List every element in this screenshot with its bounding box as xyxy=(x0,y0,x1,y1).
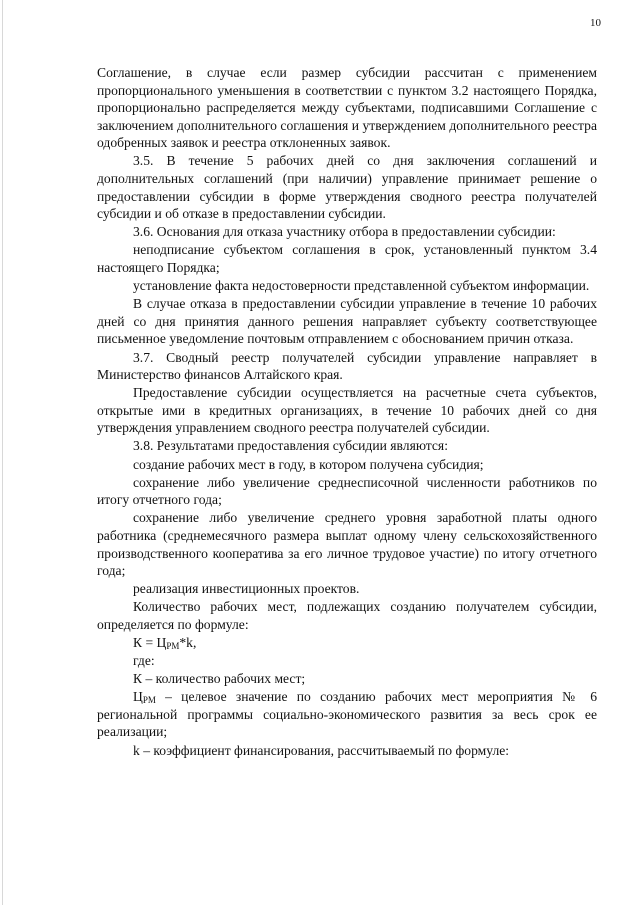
paragraph-3-8: 3.8. Результатами предоставления субсидии являются: xyxy=(133,438,448,454)
formula-k xyxy=(97,634,597,652)
scan-edge-line xyxy=(2,0,3,905)
document-body xyxy=(97,64,597,760)
page-number: 10 xyxy=(590,17,601,29)
paragraph-3-5: 3.5. В течение 5 рабочих дней со дня заключения соглашений и дополнительных соглашений (при наличии) управление принимает решение о предоставлении субсидии в форме утверждения сводного реестра получателей субсидии и об отказе в предоставлении субсидии. xyxy=(97,153,597,222)
paragraph-reason-1: неподписание субъектом соглашения в срок, установленный пунктом 3.4 настоящего Порядка; xyxy=(97,242,597,276)
paragraph-3-6: 3.6. Основания для отказа участнику отбора в предоставлении субсидии: xyxy=(133,224,556,240)
paragraph-result-4: реализация инвестиционных проектов. xyxy=(133,581,360,597)
definition-c-subscript: РМ xyxy=(142,695,156,706)
paragraph-result-3: сохранение либо увеличение среднего уровня заработной платы одного работника (среднемесячного размера выплат одному члену сельскохозяйственного производственного кооператива за его личное трудовое участие) по итогу отчетного года; xyxy=(97,510,597,579)
formula-subscript: РМ xyxy=(166,641,180,651)
definition-c-symbol: Ц xyxy=(133,689,143,705)
formula-lhs: К = Ц xyxy=(133,635,167,650)
paragraph-refusal-notice: В случае отказа в предоставлении субсидии управление в течение 10 рабочих дней со дня принятия данного решения направляет субъекту соответствующее письменное уведомление почтовым отправлением с обоснованием причин отказа. xyxy=(97,296,597,347)
paragraph-result-1: создание рабочих мест в году, в котором получена субсидия; xyxy=(133,456,484,472)
definition-c-rm xyxy=(97,688,597,741)
paragraph-payment: Предоставление субсидии осуществляется на расчетные счета субъектов, открытые ими в кредитных организациях, в течение 10 рабочих дней со дня утверждения управлением сводного реестра получателей субсидии. xyxy=(97,385,597,436)
where-label: где: xyxy=(133,653,155,669)
paragraph-soglashenie: Соглашение, в случае если размер субсидии рассчитан с применением пропорционального уменьшения в соответствии с пунктом 3.2 настоящего Порядка, пропорционально распределяется между субъектами, подписавшими Соглашение с заключением дополнительного соглашения и утверждением дополнительного реестра одобренных заявок и реестра отклоненных заявок. xyxy=(97,65,597,151)
paragraph-result-2: сохранение либо увеличение среднесписочной численности работников по итогу отчетного года; xyxy=(97,474,597,508)
definition-k-jobs: К – количество рабочих мест; xyxy=(133,671,306,687)
definition-k-coefficient: k – коэффициент финансирования, рассчитываемый по формуле: xyxy=(133,742,510,758)
definition-c-text: – целевое значение по созданию рабочих мест мероприятия № 6 региональной программы социально-экономического развития за весь срок ее реализации; xyxy=(97,689,597,740)
paragraph-3-7: 3.7. Сводный реестр получателей субсидии управление направляет в Министерство финансов Алтайского края. xyxy=(97,349,597,383)
formula-rhs: *k, xyxy=(179,635,197,650)
paragraph-reason-2: установление факта недостоверности представленной субъектом информации. xyxy=(133,278,590,294)
paragraph-jobs-count: Количество рабочих мест, подлежащих созданию получателем субсидии, определяется по формуле: xyxy=(97,599,597,632)
